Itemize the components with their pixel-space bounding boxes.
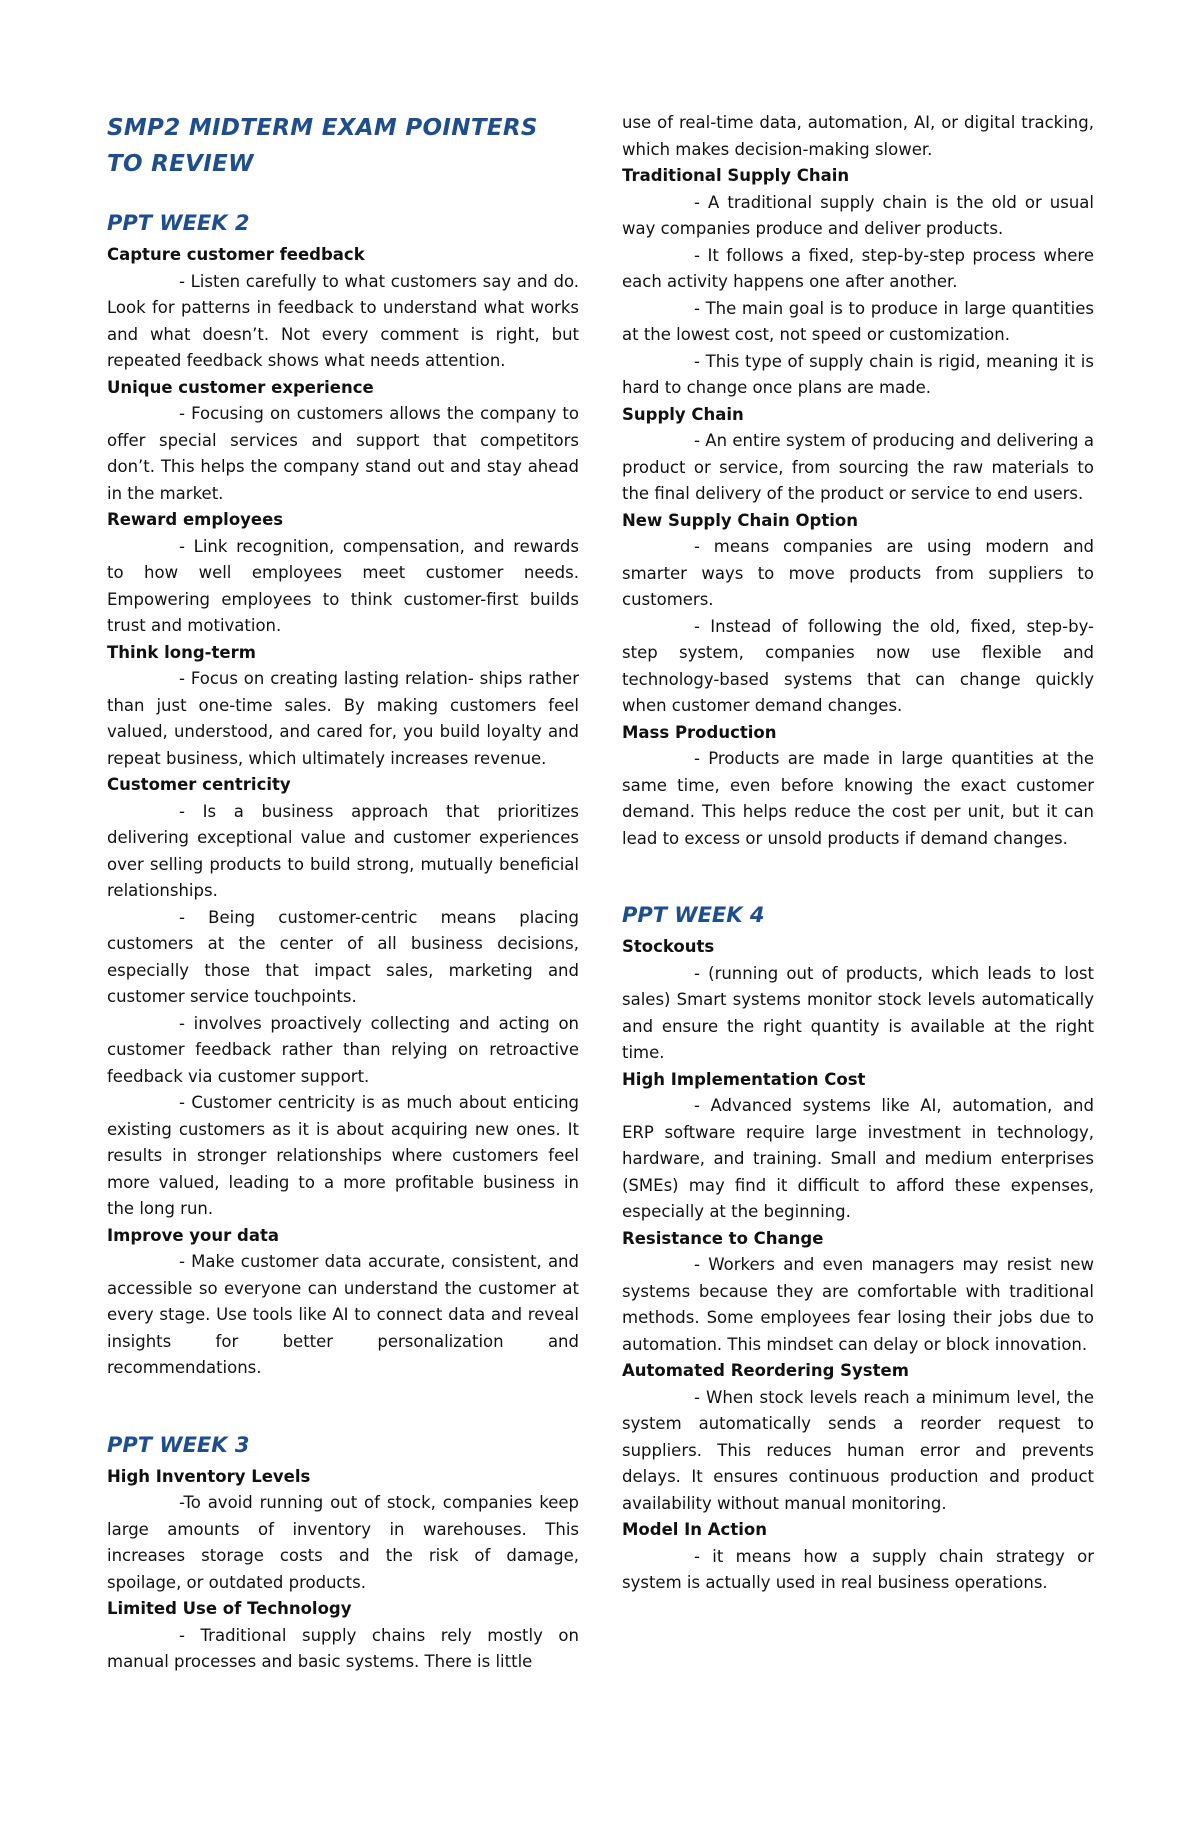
term-heading: New Supply Chain Option	[622, 510, 858, 530]
term-heading: High Implementation Cost	[622, 1069, 866, 1089]
term-description: - Instead of following the old, fixed, step-by-step system, companies now use flexible and technology-based systems that can change quickly when customer demand changes.	[622, 616, 1094, 715]
term-description: - Workers and even managers may resist new systems because they are comfortable with traditional methods. Some employees fear losing their jobs due to automation. This mindset can delay or block innovation.	[622, 1255, 1094, 1354]
week-3-heading: PPT WEEK 3	[107, 1432, 250, 1457]
term-description: - When stock levels reach a minimum level, the system automatically sends a reorder request to suppliers. This reduces human error and prevents delays. It ensures continuous production and product availability without manual monitoring.	[622, 1387, 1094, 1513]
term-description: - A traditional supply chain is the old or usual way companies produce and deliver products.	[622, 192, 1094, 238]
term-description: - Being customer-centric means placing customers at the center of all business decisions, especially those that impact sales, marketing and customer service touchpoints.	[107, 907, 579, 1006]
term-heading: Reward employees	[107, 510, 284, 529]
term-description: - Advanced systems like AI, automation, and ERP software require large investment in technology, hardware, and training. Small and medium enterprises (SMEs) may find it difficult to afford these expenses, especially at the beginning.	[622, 1096, 1094, 1221]
term-description: - Customer centricity is as much about enticing existing customers as it is about acquiring new ones. It results in stronger relationships where customers feel more valued, leading to a more profitable business in the long run.	[107, 1093, 579, 1218]
term-description: - The main goal is to produce in large quantities at the lowest cost, not speed or customization.	[622, 298, 1094, 344]
term-description: - Is a business approach that prioritizes delivering exceptional value and customer experiences over selling products to build strong, mutually beneficial relationships.	[107, 801, 579, 900]
term-heading: Automated Reordering System	[622, 1361, 909, 1380]
left-column	[107, 110, 579, 1676]
term-heading: Supply Chain	[622, 404, 744, 424]
term-description: - Focus on creating lasting relation- ships rather than just one-time sales. By making customers feel valued, understood, and cared for, you build loyalty and repeat business, which ultimately increases revenue.	[107, 669, 579, 768]
term-heading: Think long-term	[107, 642, 256, 662]
document-title: SMP2 MIDTERM EXAM POINTERS TO REVIEW	[107, 115, 538, 177]
term-heading: Traditional Supply Chain	[622, 166, 850, 185]
term-description: - Link recognition, compensation, and rewards to how well employees meet customer needs. Empowering employees to think customer-first builds trust and motivation.	[107, 536, 579, 635]
week-2-heading: PPT WEEK 2	[107, 211, 250, 235]
term-heading: Capture customer feedback	[107, 245, 365, 264]
term-heading: Customer centricity	[107, 775, 291, 794]
week-4-heading: PPT WEEK 4	[622, 903, 765, 927]
term-heading: Unique customer experience	[107, 377, 374, 397]
term-description: -To avoid running out of stock, companies keep large amounts of inventory in warehouses. This increases storage costs and the risk of damage, spoilage, or outdated products.	[107, 1493, 579, 1592]
continued-text: use of real-time data, automation, AI, or digital tracking, which makes decision-making slower.	[622, 113, 1094, 159]
term-description: - This type of supply chain is rigid, meaning it is hard to change once plans are made.	[622, 351, 1094, 397]
term-description: - (running out of products, which leads to lost sales) Smart systems monitor stock levels automatically and ensure the right quantity is available at the right time.	[622, 963, 1094, 1062]
term-description: - involves proactively collecting and acting on customer feedback rather than relying on retroactive feedback via customer support.	[107, 1013, 579, 1086]
term-description: - Focusing on customers allows the company to offer special services and support that competitors don’t. This helps the company stand out and stay ahead in the market.	[107, 404, 579, 503]
term-description: - Traditional supply chains rely mostly on manual processes and basic systems. There is little	[107, 1625, 579, 1671]
term-heading: Improve your data	[107, 1225, 279, 1245]
term-description: - Products are made in large quantities at the same time, even before knowing the exact customer demand. This helps reduce the cost per unit, but it can lead to excess or unsold products if demand changes.	[622, 749, 1094, 848]
term-heading: High Inventory Levels	[107, 1466, 311, 1486]
term-heading: Limited Use of Technology	[107, 1599, 352, 1618]
term-description: - An entire system of producing and delivering a product or service, from sourcing the raw materials to the final delivery of the product or service to end users.	[622, 431, 1094, 503]
term-description: - means companies are using modern and smarter ways to move products from suppliers to customers.	[622, 537, 1094, 609]
term-heading: Model In Action	[622, 1520, 767, 1539]
term-heading: Resistance to Change	[622, 1228, 824, 1248]
term-heading: Mass Production	[622, 722, 777, 742]
term-description: - Make customer data accurate, consistent, and accessible so everyone can understand the customer at every stage. Use tools like AI to connect data and reveal insights for better personalization and recommendations.	[107, 1252, 579, 1377]
term-heading: Stockouts	[622, 937, 715, 956]
term-description: - it means how a supply chain strategy or system is actually used in real business operations.	[622, 1546, 1094, 1592]
term-description: - Listen carefully to what customers say and do. Look for patterns in feedback to understand what works and what doesn’t. Not every comment is right, but repeated feedback shows what needs attention.	[107, 271, 579, 370]
right-column	[622, 110, 1094, 1597]
term-description: - It follows a fixed, step-by-step process where each activity happens one after another.	[622, 245, 1094, 291]
